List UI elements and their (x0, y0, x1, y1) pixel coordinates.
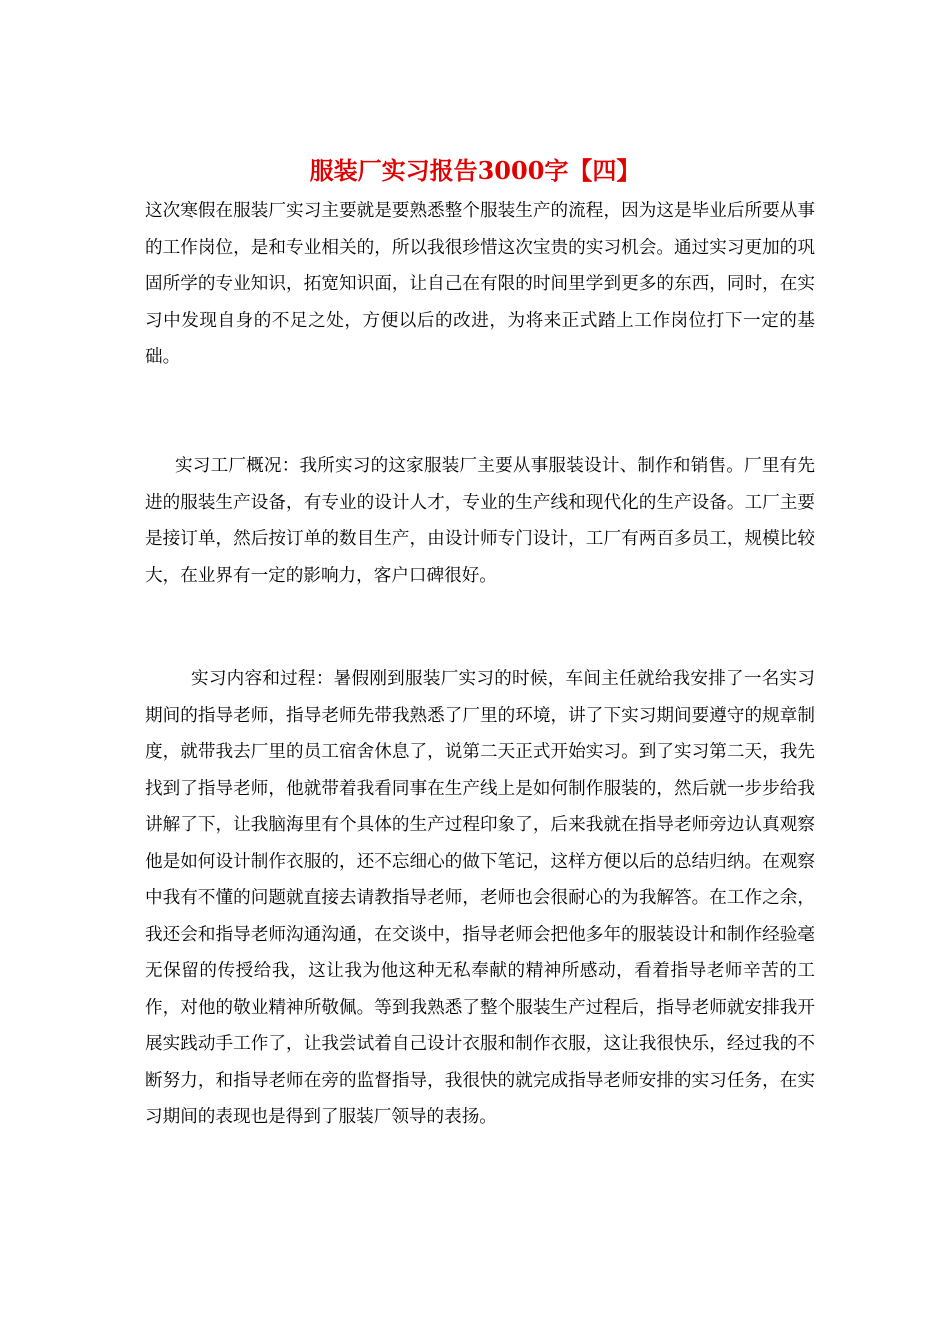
document-title: 服装厂实习报告3000字【四】 (309, 156, 641, 185)
paragraph-internship-content: 实习内容和过程：暑假刚到服装厂实习的时候，车间主任就给我安排了一名实习期间的指导老师，指导老师先带我熟悉了厂里的环境，讲了下实习期间要遵守的规章制度，就带我去厂里的员工宿舍休息了，说第二天正式开始实习。到了实习第二天，我先找到了指导老师，他就带着我看同事在生产线上是如何制作服装的，然后就一步步给我讲解了下，让我脑海里有个具体的生产过程印象了，后来我就在指导老师旁边认真观察他是如何设计制作衣服的，还不忘细心的做下笔记，这样方便以后的总结归纳。在观察中我有不懂的问题就直接去请教指导老师，老师也会很耐心的为我解答。在工作之余，我还会和指导老师沟通沟通，在交谈中，指导老师会把他多年的服装设计和制作经验毫无保留的传授给我，这让我为他这种无私奉献的精神所感动，看着指导老师辛苦的工作，对他的敬业精神所敬佩。等到我熟悉了整个服装生产过程后，指导老师就安排我开展实践动手工作了，让我尝试着自己设计衣服和制作衣服，这让我很快乐，经过我的不断努力，和指导老师在旁的监督指导，我很快的就完成指导老师安排的实习任务，在实习期间的表现也是得到了服装厂领导的表扬。 (145, 669, 815, 1127)
paragraph-factory-overview: 实习工厂概况：我所实习的这家服装厂主要从事服装设计、制作和销售。厂里有先进的服装生产设备，有专业的设计人才，专业的生产线和现代化的生产设备。工厂主要是接订单，然后按订单的数目生产，由设计师专门设计，工厂有两百多员工，规模比较大，在业界有一定的影响力，客户口碑很好。 (145, 456, 815, 586)
paragraph-intro: 这次寒假在服装厂实习主要就是要熟悉整个服装生产的流程，因为这是毕业后所要从事的工作岗位，是和专业相关的，所以我很珍惜这次宝贵的实习机会。通过实习更加的巩固所学的专业知识，拓宽知识面，让自己在有限的时间里学到更多的东西，同时，在实习中发现自身的不足之处，方便以后的改进，为将来正式踏上工作岗位打下一定的基础。 (145, 201, 815, 367)
